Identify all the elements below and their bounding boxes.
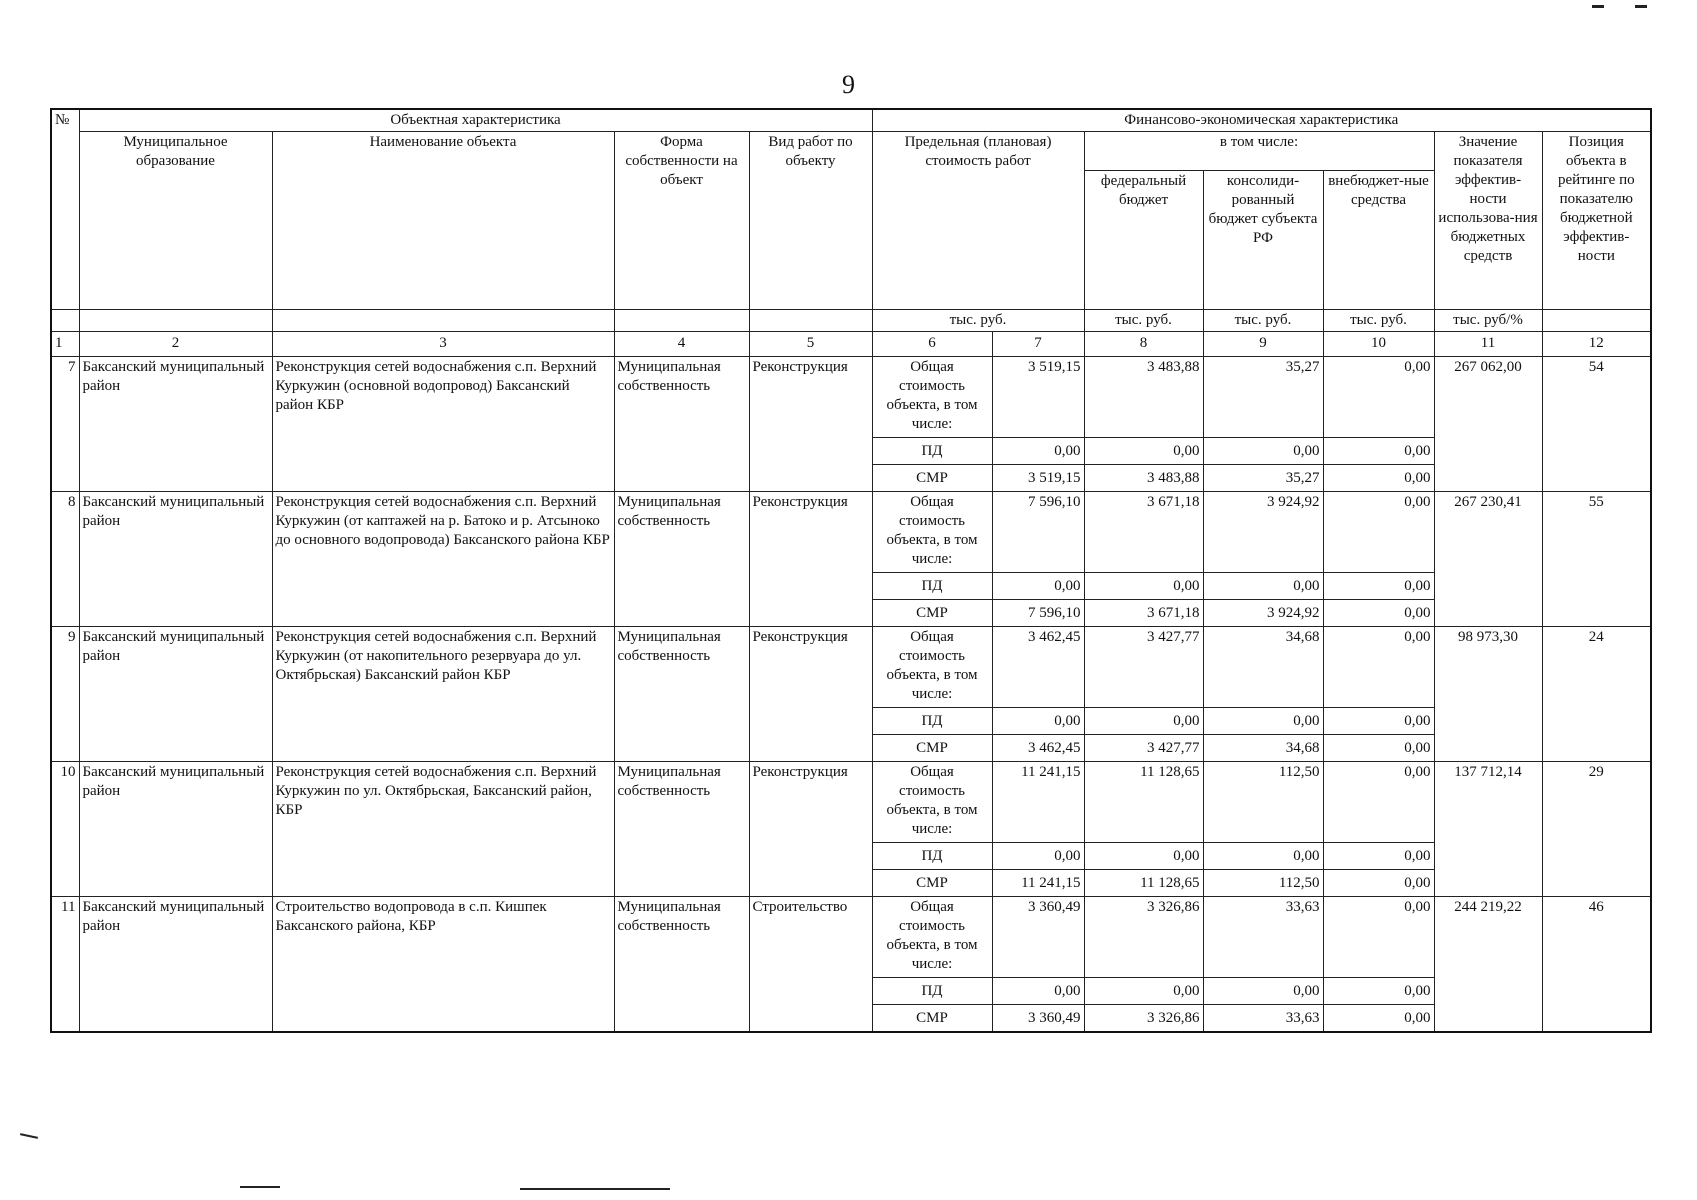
- column-number: 2: [79, 332, 272, 357]
- total-cost-cell: 11 241,15: [992, 870, 1084, 897]
- total-cost-cell: 3 519,15: [992, 465, 1084, 492]
- consolidated-budget-cell: 3 924,92: [1203, 492, 1323, 573]
- ownership-cell: Муниципальная собственность: [614, 897, 749, 1033]
- federal-budget-cell: 3 671,18: [1084, 492, 1203, 573]
- consolidated-budget-cell: 34,68: [1203, 735, 1323, 762]
- extrabudget-cell: 0,00: [1323, 978, 1434, 1005]
- cost-label-cell: ПД: [872, 978, 992, 1005]
- header-indicator: Значение показателя эффектив-ности использова-ния бюджетных средств: [1434, 132, 1542, 310]
- cost-label-cell: СМР: [872, 600, 992, 627]
- indicator-value-cell: 267 230,41: [1434, 492, 1542, 627]
- header-cost-limit: Предельная (плановая) стоимость работ: [872, 132, 1084, 310]
- table-row: [51, 762, 1651, 843]
- consolidated-budget-cell: 35,27: [1203, 465, 1323, 492]
- column-number: 10: [1323, 332, 1434, 357]
- rating-position-cell: 54: [1542, 357, 1651, 492]
- extrabudget-cell: 0,00: [1323, 357, 1434, 438]
- indicator-value-cell: 137 712,14: [1434, 762, 1542, 897]
- header-financial-characteristic: Финансово-экономическая характеристика: [872, 109, 1651, 132]
- work-type-cell: Реконструкция: [749, 762, 872, 897]
- consolidated-budget-cell: 0,00: [1203, 573, 1323, 600]
- scan-mark: [520, 1188, 670, 1190]
- column-number: 3: [272, 332, 614, 357]
- consolidated-budget-cell: 33,63: [1203, 897, 1323, 978]
- cost-label-cell: СМР: [872, 870, 992, 897]
- column-numbers-row: [51, 332, 1651, 357]
- page-number: 9: [842, 70, 855, 99]
- extrabudget-cell: 0,00: [1323, 708, 1434, 735]
- table-row: [51, 897, 1651, 978]
- scan-mark: [240, 1186, 280, 1188]
- consolidated-budget-cell: 34,68: [1203, 627, 1323, 708]
- object-name-cell: Реконструкция сетей водоснабжения с.п. Верхний Куркужин (от накопительного резервуара до ул. Октябрьская) Баксанский район КБР: [272, 627, 614, 762]
- ownership-cell: Муниципальная собственность: [614, 627, 749, 762]
- work-type-cell: Строительство: [749, 897, 872, 1033]
- total-cost-cell: 3 462,45: [992, 735, 1084, 762]
- header-extrabudget: внебюджет-ные средства: [1323, 170, 1434, 309]
- total-cost-cell: 0,00: [992, 843, 1084, 870]
- header-no: №: [51, 109, 79, 310]
- header-object-name: Наименование объекта: [272, 132, 614, 310]
- consolidated-budget-cell: 33,63: [1203, 1005, 1323, 1033]
- header-ownership: Форма собственности на объект: [614, 132, 749, 310]
- work-type-cell: Реконструкция: [749, 357, 872, 492]
- consolidated-budget-cell: 0,00: [1203, 708, 1323, 735]
- object-name-cell: Реконструкция сетей водоснабжения с.п. Верхний Куркужин по ул. Октябрьская, Баксанский район, КБР: [272, 762, 614, 897]
- municipality-cell: Баксанский муниципальный район: [79, 897, 272, 1033]
- header-position: Позиция объекта в рейтинге по показателю бюджетной эффектив-ности: [1542, 132, 1651, 310]
- extrabudget-cell: 0,00: [1323, 492, 1434, 573]
- extrabudget-cell: 0,00: [1323, 600, 1434, 627]
- federal-budget-cell: 0,00: [1084, 978, 1203, 1005]
- header-object-characteristic: Объектная характеристика: [79, 109, 872, 132]
- header-consolidated: консолиди-рованный бюджет субъекта РФ: [1203, 170, 1323, 309]
- scan-mark: [1592, 5, 1604, 8]
- row-number: 11: [51, 897, 79, 1033]
- table-row: [51, 357, 1651, 438]
- total-cost-cell: 3 360,49: [992, 1005, 1084, 1033]
- total-cost-cell: 7 596,10: [992, 492, 1084, 573]
- extrabudget-cell: 0,00: [1323, 573, 1434, 600]
- extrabudget-cell: 0,00: [1323, 438, 1434, 465]
- objects-table: [50, 108, 1652, 1033]
- total-cost-cell: 3 519,15: [992, 357, 1084, 438]
- work-type-cell: Реконструкция: [749, 627, 872, 762]
- municipality-cell: Баксанский муниципальный район: [79, 627, 272, 762]
- column-number: 9: [1203, 332, 1323, 357]
- column-number: 4: [614, 332, 749, 357]
- consolidated-budget-cell: 112,50: [1203, 762, 1323, 843]
- cost-label-cell: ПД: [872, 708, 992, 735]
- column-number: 11: [1434, 332, 1542, 357]
- federal-budget-cell: 3 483,88: [1084, 357, 1203, 438]
- extrabudget-cell: 0,00: [1323, 897, 1434, 978]
- ownership-cell: Муниципальная собственность: [614, 357, 749, 492]
- unit-indicator: тыс. руб/%: [1434, 310, 1542, 332]
- column-number: 8: [1084, 332, 1203, 357]
- unit-cost: тыс. руб.: [872, 310, 1084, 332]
- table-row: [51, 492, 1651, 573]
- federal-budget-cell: 0,00: [1084, 573, 1203, 600]
- header-federal: федеральный бюджет: [1084, 170, 1203, 309]
- extrabudget-cell: 0,00: [1323, 870, 1434, 897]
- total-cost-cell: 3 360,49: [992, 897, 1084, 978]
- federal-budget-cell: 3 671,18: [1084, 600, 1203, 627]
- scan-mark: [1635, 5, 1647, 8]
- column-number: 7: [992, 332, 1084, 357]
- indicator-value-cell: 267 062,00: [1434, 357, 1542, 492]
- header-row-2: [51, 132, 1651, 171]
- cost-label-cell: ПД: [872, 573, 992, 600]
- column-number: 6: [872, 332, 992, 357]
- object-name-cell: Строительство водопровода в с.п. Кишпек Баксанского района, КБР: [272, 897, 614, 1033]
- federal-budget-cell: 11 128,65: [1084, 762, 1203, 843]
- header-municipality: Муниципальное образование: [79, 132, 272, 310]
- municipality-cell: Баксанский муниципальный район: [79, 357, 272, 492]
- total-cost-cell: 11 241,15: [992, 762, 1084, 843]
- extrabudget-cell: 0,00: [1323, 735, 1434, 762]
- work-type-cell: Реконструкция: [749, 492, 872, 627]
- total-cost-cell: 0,00: [992, 978, 1084, 1005]
- rating-position-cell: 55: [1542, 492, 1651, 627]
- cost-label-cell: СМР: [872, 735, 992, 762]
- federal-budget-cell: 0,00: [1084, 708, 1203, 735]
- extrabudget-cell: 0,00: [1323, 627, 1434, 708]
- total-cost-cell: 0,00: [992, 708, 1084, 735]
- federal-budget-cell: 0,00: [1084, 438, 1203, 465]
- federal-budget-cell: 3 427,77: [1084, 627, 1203, 708]
- extrabudget-cell: 0,00: [1323, 762, 1434, 843]
- indicator-value-cell: 98 973,30: [1434, 627, 1542, 762]
- row-number: 9: [51, 627, 79, 762]
- object-name-cell: Реконструкция сетей водоснабжения с.п. Верхний Куркужин (основной водопровод) Баксанский район КБР: [272, 357, 614, 492]
- header-including: в том числе:: [1084, 132, 1434, 171]
- consolidated-budget-cell: 35,27: [1203, 357, 1323, 438]
- ownership-cell: Муниципальная собственность: [614, 762, 749, 897]
- extrabudget-cell: 0,00: [1323, 465, 1434, 492]
- federal-budget-cell: 0,00: [1084, 843, 1203, 870]
- row-number: 10: [51, 762, 79, 897]
- municipality-cell: Баксанский муниципальный район: [79, 492, 272, 627]
- row-number: 8: [51, 492, 79, 627]
- consolidated-budget-cell: 0,00: [1203, 843, 1323, 870]
- unit-extrabudget: тыс. руб.: [1323, 310, 1434, 332]
- municipality-cell: Баксанский муниципальный район: [79, 762, 272, 897]
- rating-position-cell: 46: [1542, 897, 1651, 1033]
- federal-budget-cell: 3 326,86: [1084, 897, 1203, 978]
- column-number: 12: [1542, 332, 1651, 357]
- total-cost-cell: 3 462,45: [992, 627, 1084, 708]
- units-row: [51, 310, 1651, 332]
- consolidated-budget-cell: 0,00: [1203, 978, 1323, 1005]
- total-cost-cell: 7 596,10: [992, 600, 1084, 627]
- cost-label-cell: Общая стоимость объекта, в том числе:: [872, 627, 992, 708]
- federal-budget-cell: 3 326,86: [1084, 1005, 1203, 1033]
- total-cost-cell: 0,00: [992, 573, 1084, 600]
- scan-mark: [20, 1133, 38, 1139]
- column-number: 5: [749, 332, 872, 357]
- consolidated-budget-cell: 0,00: [1203, 438, 1323, 465]
- federal-budget-cell: 3 427,77: [1084, 735, 1203, 762]
- row-number: 7: [51, 357, 79, 492]
- cost-label-cell: Общая стоимость объекта, в том числе:: [872, 492, 992, 573]
- federal-budget-cell: 3 483,88: [1084, 465, 1203, 492]
- cost-label-cell: Общая стоимость объекта, в том числе:: [872, 762, 992, 843]
- ownership-cell: Муниципальная собственность: [614, 492, 749, 627]
- unit-consolidated: тыс. руб.: [1203, 310, 1323, 332]
- rating-position-cell: 29: [1542, 762, 1651, 897]
- cost-label-cell: Общая стоимость объекта, в том числе:: [872, 897, 992, 978]
- unit-federal: тыс. руб.: [1084, 310, 1203, 332]
- extrabudget-cell: 0,00: [1323, 1005, 1434, 1033]
- cost-label-cell: СМР: [872, 1005, 992, 1033]
- federal-budget-cell: 11 128,65: [1084, 870, 1203, 897]
- cost-label-cell: Общая стоимость объекта, в том числе:: [872, 357, 992, 438]
- rating-position-cell: 24: [1542, 627, 1651, 762]
- consolidated-budget-cell: 112,50: [1203, 870, 1323, 897]
- consolidated-budget-cell: 3 924,92: [1203, 600, 1323, 627]
- column-number: 1: [51, 332, 79, 357]
- extrabudget-cell: 0,00: [1323, 843, 1434, 870]
- header-row-1: [51, 109, 1651, 132]
- cost-label-cell: ПД: [872, 438, 992, 465]
- header-work-type: Вид работ по объекту: [749, 132, 872, 310]
- table-row: [51, 627, 1651, 708]
- indicator-value-cell: 244 219,22: [1434, 897, 1542, 1033]
- cost-label-cell: СМР: [872, 465, 992, 492]
- object-name-cell: Реконструкция сетей водоснабжения с.п. Верхний Куркужин (от каптажей на р. Батоко и р. Атсыноко до основного водопровода) Баксанского района КБР: [272, 492, 614, 627]
- total-cost-cell: 0,00: [992, 438, 1084, 465]
- cost-label-cell: ПД: [872, 843, 992, 870]
